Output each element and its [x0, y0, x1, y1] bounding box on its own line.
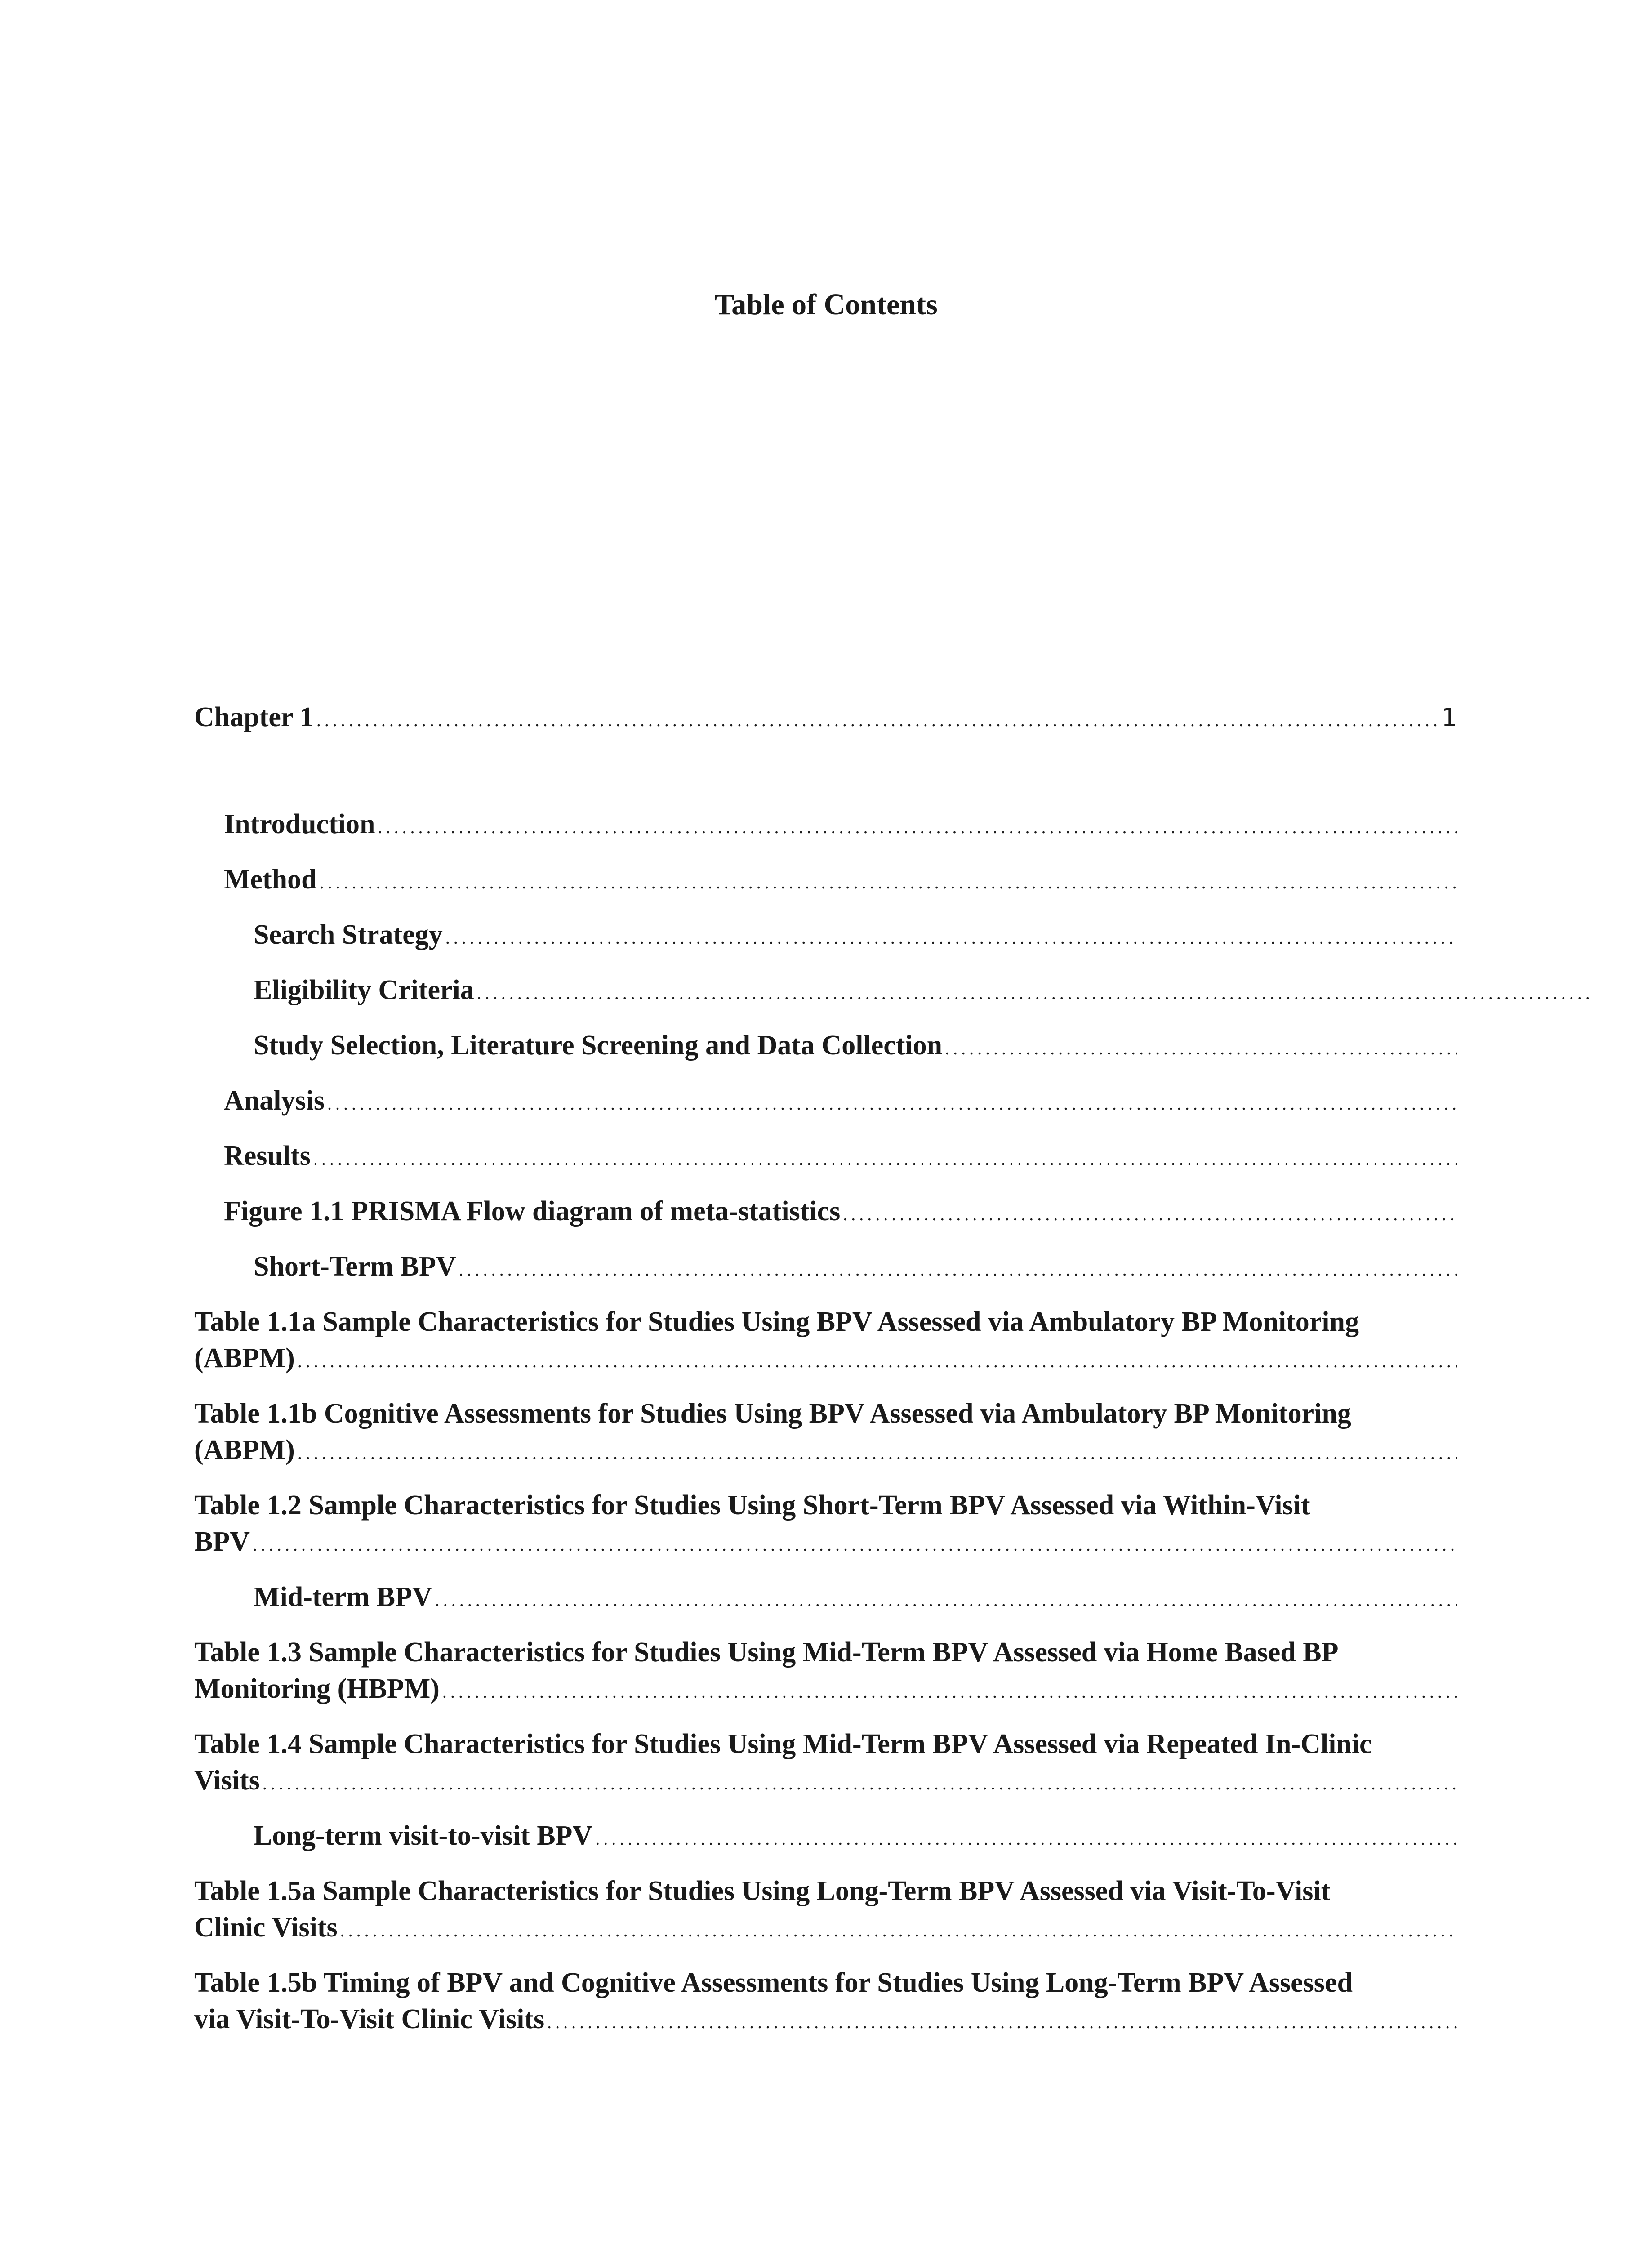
toc-entry-table-1-5a[interactable] — [194, 1873, 1457, 1949]
dot-leader — [547, 2001, 1457, 2040]
toc-entry-label-line2: BPV — [194, 1526, 250, 1557]
dot-leader — [327, 1083, 1457, 1122]
page-title: Table of Contents — [714, 288, 938, 321]
toc-entry-label-line1: Table 1.3 Sample Characteristics for Studies Using Mid-Term BPV Assessed via Home Based BP — [194, 1637, 1339, 1668]
toc-entry-label-line1: Table 1.1a Sample Characteristics for Studies Using BPV Assessed via Ambulatory BP Monitoring — [194, 1307, 1359, 1337]
toc-entry-table-1-3[interactable] — [194, 1634, 1457, 1710]
toc-entry-table-1-2[interactable] — [194, 1487, 1457, 1563]
dot-leader — [595, 1818, 1457, 1857]
toc-entry-long-term-bpv[interactable] — [254, 1818, 1457, 1857]
dot-leader — [316, 699, 1439, 738]
toc-entry-table-1-5b[interactable] — [194, 1965, 1457, 2040]
toc-entry-label-line2: Monitoring (HBPM) — [194, 1673, 440, 1704]
toc-entry-label: Eligibility Criteria — [254, 975, 474, 1005]
toc-entry-short-term-bpv[interactable] — [254, 1249, 1457, 1288]
toc-entry-label: Figure 1.1 PRISMA Flow diagram of meta-statistics — [224, 1196, 841, 1227]
dot-leader — [253, 1524, 1457, 1563]
toc-entry-study-selection[interactable] — [254, 1027, 1457, 1066]
toc-entry-eligibility-criteria[interactable] — [254, 972, 1593, 1011]
toc-entry-label-line2: (ABPM) — [194, 1343, 295, 1374]
toc-entry-chapter-1[interactable] — [194, 699, 1457, 738]
toc-entry-label: Study Selection, Literature Screening and Data Collection — [254, 1030, 943, 1061]
dot-leader — [320, 861, 1457, 901]
toc-entry-label: Method — [224, 864, 317, 895]
toc-entry-label-line2: (ABPM) — [194, 1435, 295, 1465]
toc-entry-label-line2: Visits — [194, 1765, 260, 1796]
dot-leader — [435, 1579, 1457, 1618]
toc-entry-table-1-1a[interactable] — [194, 1304, 1457, 1379]
toc-entry-label: Introduction — [224, 809, 375, 839]
toc-entry-label-line1: Table 1.5a Sample Characteristics for Studies Using Long-Term BPV Assessed via Visit-To-Visit — [194, 1876, 1331, 1906]
dot-leader — [263, 1762, 1457, 1802]
dot-leader — [459, 1249, 1457, 1288]
dot-leader — [313, 1138, 1457, 1177]
dot-leader — [298, 1340, 1457, 1379]
toc-entry-mid-term-bpv[interactable] — [254, 1579, 1457, 1618]
dot-leader — [298, 1432, 1457, 1471]
toc-entry-label: Long-term visit-to-visit BPV — [254, 1820, 593, 1851]
dot-leader — [843, 1193, 1457, 1232]
toc-entry-label-line1: Table 1.5b Timing of BPV and Cognitive Assessments for Studies Using Long-Term BPV Assessed — [194, 1967, 1353, 1998]
dot-leader — [378, 806, 1458, 845]
dot-leader — [442, 1671, 1457, 1710]
toc-entry-search-strategy[interactable] — [254, 917, 1457, 956]
toc-entry-label: Short-Term BPV — [254, 1251, 456, 1282]
toc-entry-method[interactable] — [224, 861, 1457, 901]
toc-entry-figure-1-1[interactable] — [224, 1193, 1457, 1232]
toc-page-number: 1 — [1441, 703, 1457, 732]
dot-leader — [445, 917, 1457, 956]
toc-entry-results[interactable] — [224, 1138, 1457, 1177]
toc-entry-label: Analysis — [224, 1085, 325, 1116]
toc-entry-label: Chapter 1 — [194, 702, 314, 732]
toc-entry-label-line2: Clinic Visits — [194, 1912, 338, 1943]
toc-entry-label-line1: Table 1.1b Cognitive Assessments for Studies Using BPV Assessed via Ambulatory BP Monitoring — [194, 1398, 1351, 1429]
table-of-contents — [194, 699, 1457, 2040]
dot-leader — [340, 1909, 1457, 1949]
dot-leader — [477, 972, 1593, 1011]
toc-entry-table-1-1b[interactable] — [194, 1396, 1457, 1471]
toc-entry-label-line2: via Visit-To-Visit Clinic Visits — [194, 2004, 545, 2034]
toc-entry-label-line1: Table 1.4 Sample Characteristics for Studies Using Mid-Term BPV Assessed via Repeated In-Clinic — [194, 1729, 1372, 1759]
toc-entry-analysis[interactable] — [224, 1083, 1457, 1122]
toc-entry-label: Results — [224, 1141, 311, 1171]
toc-entry-label: Search Strategy — [254, 919, 443, 950]
toc-entry-label-line1: Table 1.2 Sample Characteristics for Studies Using Short-Term BPV Assessed via Within-Visit — [194, 1490, 1310, 1521]
toc-entry-label: Mid-term BPV — [254, 1582, 432, 1612]
toc-entry-introduction[interactable] — [224, 806, 1457, 845]
toc-entry-table-1-4[interactable] — [194, 1726, 1457, 1802]
dot-leader — [945, 1027, 1457, 1066]
